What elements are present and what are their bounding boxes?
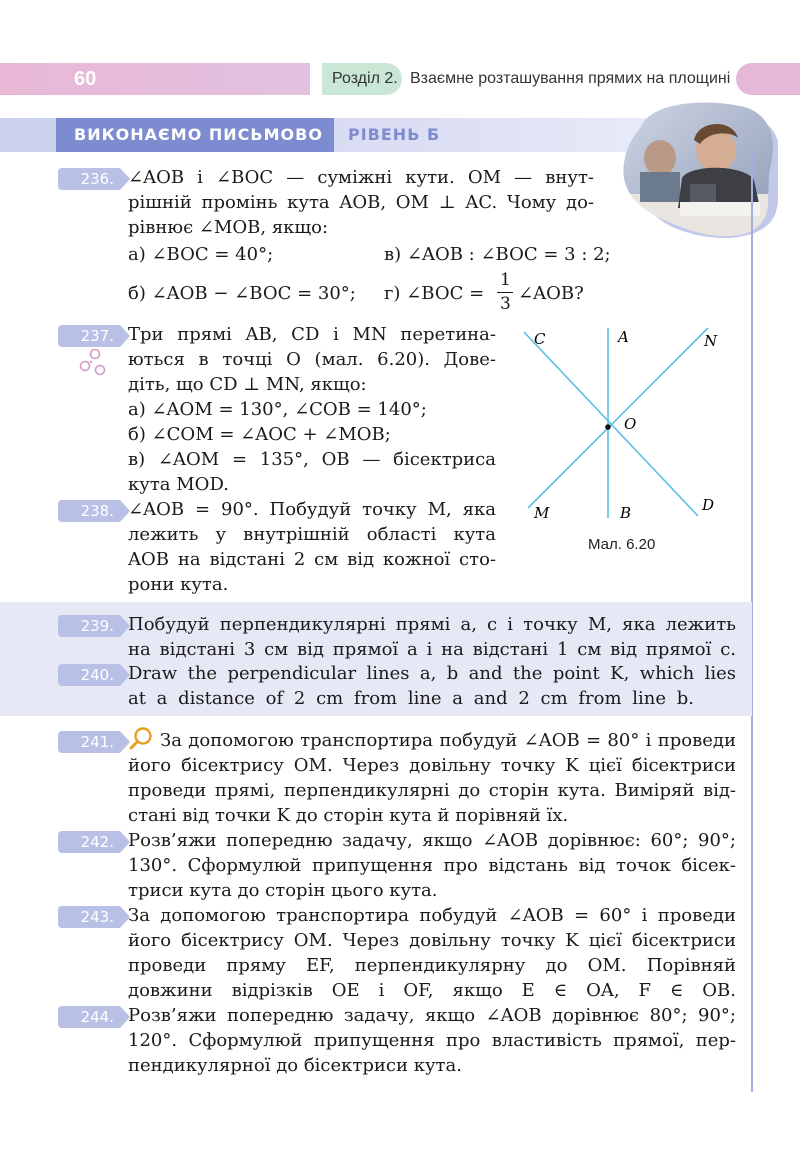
label-C: C: [534, 330, 546, 348]
p236-line-1: ∠AOB і ∠BOC — суміжні кути. OM — внут-: [128, 167, 594, 188]
p236-option-g-suffix: ∠AOB?: [518, 283, 584, 304]
p239-line-2: на відстані 3 см від прямої a і на відстані 1 см від прямої c.: [128, 639, 736, 660]
p241-line-4: стані від точки K до сторін кута й порівняй їх.: [128, 805, 569, 826]
line-MN: [528, 328, 708, 508]
students-photo: [620, 98, 778, 238]
point-O: [605, 424, 611, 430]
label-D: D: [702, 496, 715, 514]
figure-6-20: [518, 318, 738, 528]
group-work-icon: [78, 348, 108, 378]
p241-line-2: його бісектрису OM. Через довільну точку K цієї бісектриси: [128, 755, 736, 776]
section-title: [56, 118, 334, 152]
problem-number-237: 237.: [58, 325, 120, 347]
p244-line-2: 120°. Сформулюй припущення про властивість прямої, пер-: [128, 1030, 736, 1051]
p237-option-a: а) ∠AOM = 130°, ∠COB = 140°;: [128, 399, 427, 420]
p236-line-2: рішній промінь кута AOB, OM ⊥ AC. Чому до-: [128, 192, 594, 213]
label-A: A: [618, 328, 629, 346]
p238-line-3: AOB на відстані 2 см від кожної сто-: [128, 549, 496, 570]
chapter-title: Взаємне розташування прямих на площині: [410, 70, 731, 87]
p240-line-1: Draw the perpendicular lines a, b and the point K, which lies: [128, 663, 736, 684]
p237-line-2: ються в точці O (мал. 6.20). Дове-: [128, 349, 496, 370]
problem-number-241: 241.: [58, 731, 120, 753]
p241-line-3: проведи прямі, перпендикулярні до сторін кута. Виміряй від-: [128, 780, 736, 801]
p238-line-4: рони кута.: [128, 574, 229, 595]
header-right-tab: [736, 63, 800, 95]
p237-option-b: б) ∠COM = ∠AOC + ∠MOB;: [128, 424, 391, 445]
section-level: РІВЕНЬ Б: [348, 125, 441, 144]
problem-number-242: 242.: [58, 831, 120, 853]
p242-line-1: Розв’яжи попередню задачу, якщо ∠AOB дорівнює: 60°; 90°;: [128, 830, 736, 851]
problem-number-244: 244.: [58, 1006, 120, 1028]
p236-fraction-num: 1: [500, 270, 511, 290]
chapter-label: Розділ 2.: [332, 70, 398, 87]
p238-line-2: лежить у внутрішній області кута: [128, 524, 496, 545]
label-N: N: [704, 332, 718, 350]
search-icon: [128, 726, 154, 752]
p237-line-1: Три прямі AB, CD і MN перетина-: [128, 324, 496, 345]
label-M: M: [534, 504, 550, 522]
problem-number-238: 238.: [58, 500, 120, 522]
p239-line-1: Побудуй перпендикулярні прямі a, c і точку M, яка лежить: [128, 614, 736, 635]
problem-number-236: 236.: [58, 168, 120, 190]
p242-line-3: триси кута до сторін цього кута.: [128, 880, 438, 901]
label-B: B: [620, 504, 632, 522]
header-band: [0, 63, 310, 95]
label-O: O: [624, 415, 637, 433]
p236-option-a: а) ∠BOC = 40°;: [128, 244, 274, 265]
p242-line-2: 130°. Сформулюй припущення про відстань від точок бісек-: [128, 855, 736, 876]
p237-line-3: діть, що CD ⊥ MN, якщо:: [128, 374, 367, 395]
problem-number-240: 240.: [58, 664, 120, 686]
p237-option-v: в) ∠AOM = 135°, OB — бісектриса: [128, 449, 496, 470]
p236-option-g-prefix: г) ∠BOC =: [384, 283, 485, 304]
problem-number-239: 239.: [58, 615, 120, 637]
p236-option-v: в) ∠AOB : ∠BOC = 3 : 2;: [384, 244, 611, 265]
p241-line-1: За допомогою транспортира побудуй ∠AOB = 80° і проведи: [160, 730, 736, 751]
p243-line-4: довжини відрізків OE і OF, якщо E ∈ OA, F ∈ OB.: [128, 980, 736, 1001]
problem-number-243: 243.: [58, 906, 120, 928]
p244-line-1: Розв’яжи попередню задачу, якщо ∠AOB дорівнює 80°; 90°;: [128, 1005, 736, 1026]
p243-line-2: його бісектрису OM. Через довільну точку K цієї бісектриси: [128, 930, 736, 951]
p244-line-3: пендикулярної до бісектриси кута.: [128, 1055, 462, 1076]
p243-line-3: проведи пряму EF, перпендикулярну до OM. Порівняй: [128, 955, 736, 976]
p236-option-b: б) ∠AOB − ∠BOC = 30°;: [128, 283, 356, 304]
p236-fraction-den: 3: [500, 294, 511, 314]
figure-caption: Мал. 6.20: [588, 536, 656, 553]
p240-line-2: at a distance of 2 cm from line a and 2 cm from line b.: [128, 688, 694, 709]
p236-line-3: рівнює ∠MOB, якщо:: [128, 217, 329, 238]
p238-line-1: ∠AOB = 90°. Побудуй точку M, яка: [128, 499, 496, 520]
p237-line-7: кута MOD.: [128, 474, 229, 495]
page-number: 60: [74, 68, 97, 90]
p243-line-1: За допомогою транспортира побудуй ∠AOB = 60° і проведи: [128, 905, 736, 926]
section-title-text: ВИКОНАЄМО ПИСЬМОВО: [74, 125, 323, 144]
